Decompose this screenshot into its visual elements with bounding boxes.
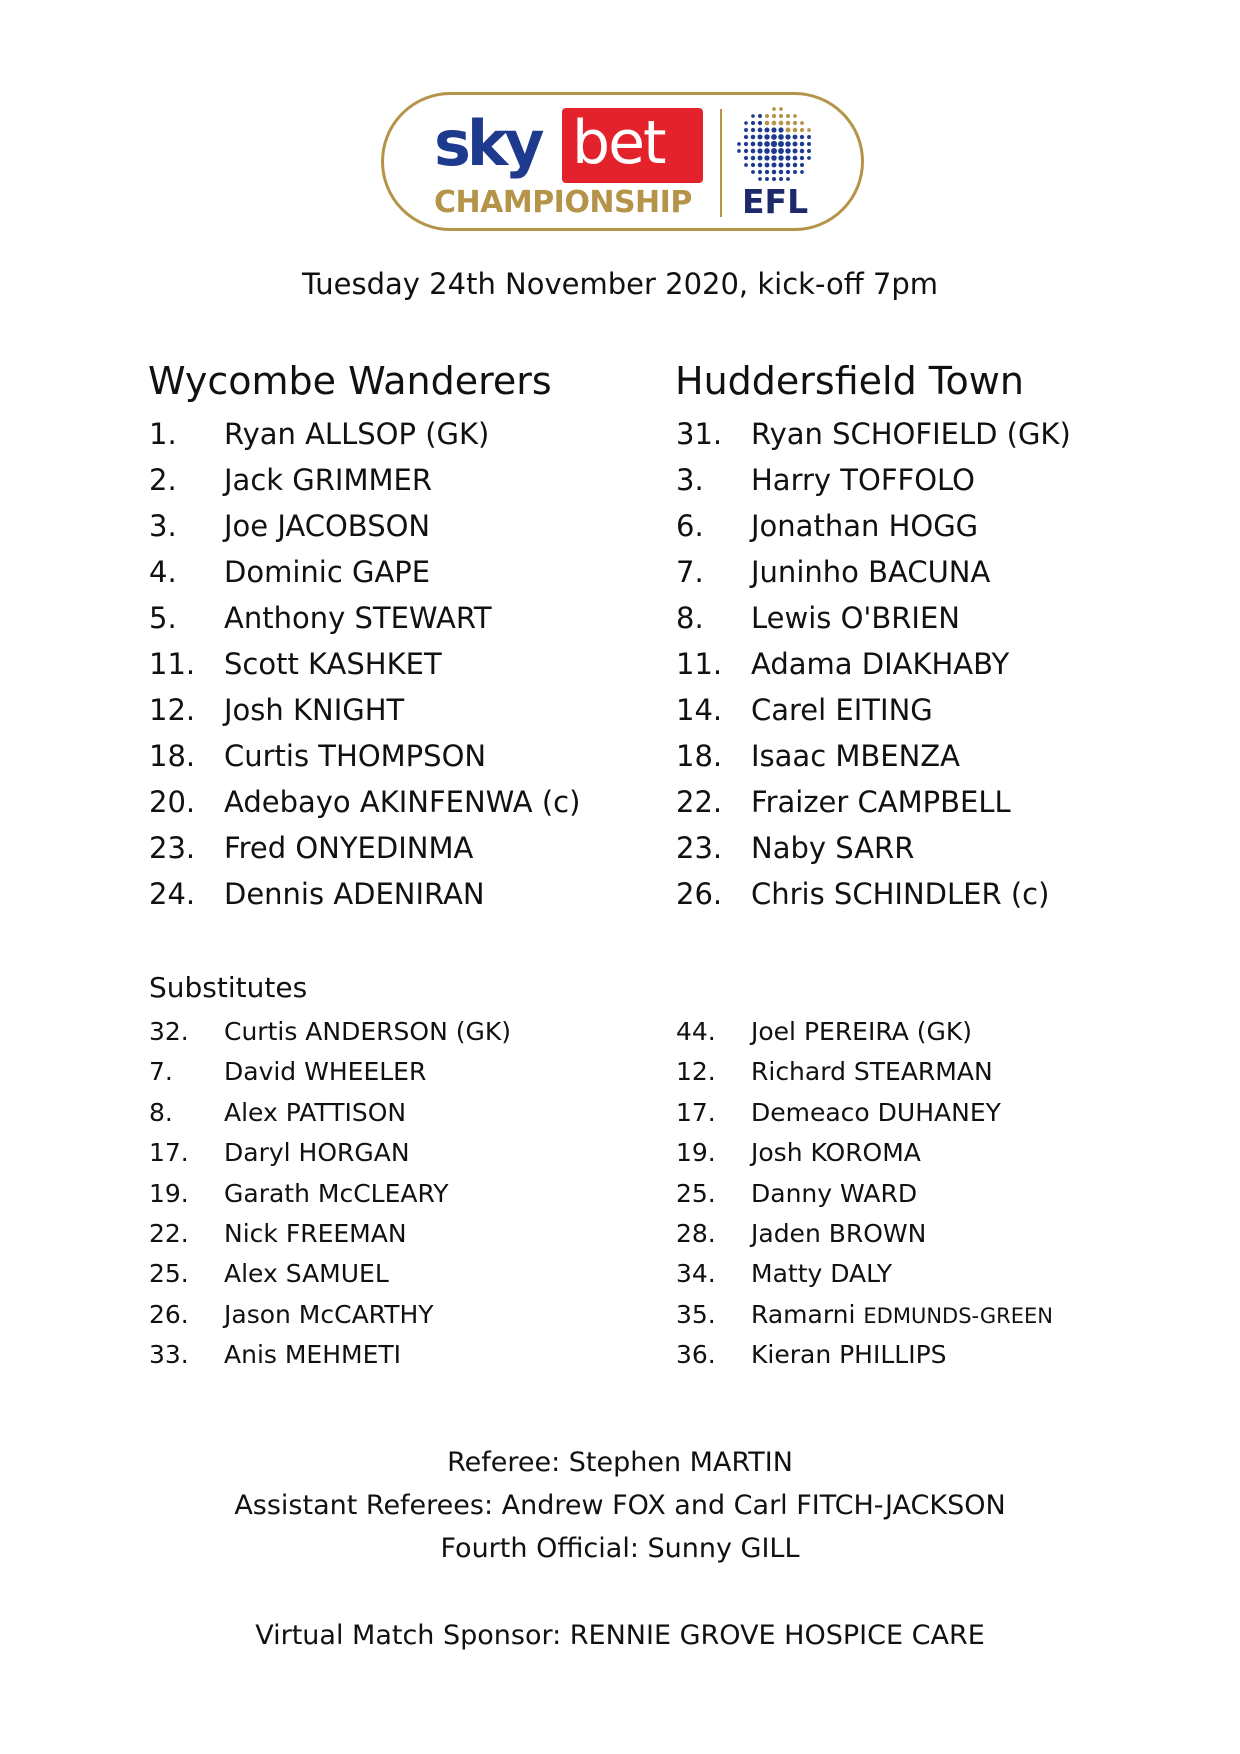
shirt-number: 12. (149, 693, 196, 727)
shirt-number: 4. (149, 555, 177, 589)
shirt-number: 14. (676, 693, 723, 727)
player-row (676, 1335, 1196, 1375)
player-row (149, 1093, 649, 1133)
player-name (224, 871, 485, 917)
player-name-text: Chris SCHINDLER (c) (751, 877, 1050, 911)
shirt-number: 7. (149, 1057, 173, 1087)
player-row (149, 733, 649, 779)
player-name-text: Anthony STEWART (224, 601, 492, 635)
player-name (224, 779, 580, 825)
shirt-number: 8. (149, 1097, 173, 1127)
player-row (149, 1012, 649, 1052)
player-name (224, 1052, 426, 1092)
player-row (676, 1295, 1196, 1335)
player-row (149, 457, 649, 503)
player-row (676, 457, 1196, 503)
player-row (676, 641, 1196, 687)
player-row (149, 411, 649, 457)
player-name (224, 1295, 434, 1335)
player-name-text: Dennis ADENIRAN (224, 877, 485, 911)
player-row (149, 1052, 649, 1092)
shirt-number: 17. (149, 1138, 189, 1168)
player-name-text: Alex SAMUEL (224, 1259, 389, 1289)
player-name (751, 1174, 917, 1214)
player-name-text: Lewis O'BRIEN (751, 601, 961, 635)
player-name-text: Jack GRIMMER (224, 463, 432, 497)
player-name-text: David WHEELER (224, 1057, 427, 1087)
shirt-number: 33. (149, 1340, 189, 1370)
shirt-number: 3. (676, 463, 704, 497)
player-row (676, 503, 1196, 549)
player-name-text: Alex PATTISON (224, 1097, 407, 1127)
player-name-text: Fred ONYEDINMA (224, 831, 474, 865)
shirt-number: 26. (676, 877, 723, 911)
player-name-text: Curtis THOMPSON (224, 739, 487, 773)
player-name-text: Ryan ALLSOP (GK) (224, 417, 490, 451)
player-name-text: Scott KASHKET (224, 647, 442, 681)
player-row (676, 549, 1196, 595)
player-name (751, 1093, 1001, 1133)
shirt-number: 12. (676, 1057, 716, 1087)
shirt-number: 28. (676, 1218, 716, 1248)
shirt-number: 5. (149, 601, 177, 635)
player-name (224, 1174, 449, 1214)
shirt-number: 20. (149, 785, 196, 819)
player-row (676, 1214, 1196, 1254)
match-officials (0, 1441, 1240, 1570)
shirt-number: 25. (149, 1259, 189, 1289)
player-row (149, 641, 649, 687)
referee-line: Referee: Stephen MARTIN (447, 1447, 793, 1478)
player-row (676, 1133, 1196, 1173)
player-name-text: Joel PEREIRA (GK) (751, 1017, 973, 1046)
player-name (751, 1012, 972, 1052)
home-starting-lineup (149, 411, 649, 917)
player-row (676, 687, 1196, 733)
player-name (751, 1254, 892, 1294)
player-name-text: Fraizer CAMPBELL (751, 785, 1011, 819)
shirt-number: 22. (676, 785, 723, 819)
player-name (751, 1335, 947, 1375)
player-name (751, 1214, 926, 1254)
player-name-text: Jason McCARTHY (224, 1299, 434, 1329)
player-name (751, 779, 1011, 825)
logo-divider (720, 109, 722, 217)
player-name-text: Isaac MBENZA (751, 739, 961, 773)
logo-bet-wordmark: bet (572, 108, 665, 178)
player-row (149, 595, 649, 641)
player-name (751, 641, 1009, 687)
shirt-number: 19. (149, 1178, 189, 1208)
shirt-number: 18. (676, 739, 723, 773)
shirt-number: 18. (149, 739, 196, 773)
player-name (224, 1335, 401, 1375)
player-name (224, 825, 473, 871)
match-dateline: Tuesday 24th November 2020, kick-off 7pm (301, 267, 939, 301)
player-row (149, 1254, 649, 1294)
efl-ball-icon (735, 105, 817, 187)
player-name (224, 687, 404, 733)
player-name-text: Ramarni (751, 1299, 864, 1329)
shirt-number: 19. (676, 1138, 716, 1168)
player-name-text: Dominic GAPE (224, 555, 431, 589)
player-name-text: Danny WARD (751, 1178, 918, 1208)
player-name (751, 825, 914, 871)
player-row (149, 1133, 649, 1173)
player-name-text: Garath McCLEARY (224, 1178, 449, 1208)
player-name (751, 549, 990, 595)
shirt-number: 17. (676, 1097, 716, 1127)
match-sponsor-line: Virtual Match Sponsor: RENNIE GROVE HOSPICE CARE (255, 1620, 985, 1651)
home-team-name: Wycombe Wanderers (148, 359, 552, 403)
player-row (149, 1295, 649, 1335)
player-row (676, 595, 1196, 641)
player-name-text: Joe JACOBSON (224, 509, 431, 543)
shirt-number: 3. (149, 509, 177, 543)
player-name (224, 411, 489, 457)
player-name-text: Carel EITING (751, 693, 933, 727)
player-name (224, 503, 430, 549)
shirt-number: 11. (149, 647, 196, 681)
substitutes-heading: Substitutes (149, 971, 308, 1004)
player-row (676, 1093, 1196, 1133)
player-row (676, 779, 1196, 825)
player-name-text: Harry TOFFOLO (751, 463, 975, 497)
logo-efl-text: EFL (742, 182, 809, 221)
player-name-text: Adama DIAKHABY (751, 647, 1010, 681)
player-name (224, 1214, 407, 1254)
player-row (149, 687, 649, 733)
player-name (751, 733, 960, 779)
player-name (751, 411, 1071, 457)
player-name (224, 641, 442, 687)
player-name-text: Josh KOROMA (751, 1138, 921, 1168)
player-row (676, 411, 1196, 457)
shirt-number: 31. (676, 417, 723, 451)
shirt-number: 35. (676, 1299, 716, 1329)
player-row (149, 1214, 649, 1254)
player-row (676, 1174, 1196, 1214)
player-name-text: Adebayo AKINFENWA (c) (224, 785, 581, 819)
shirt-number: 6. (676, 509, 704, 543)
player-name-text: Jonathan HOGG (751, 509, 979, 543)
player-row (149, 549, 649, 595)
fourth-official-line: Fourth Official: Sunny GILL (440, 1533, 800, 1564)
shirt-number: 7. (676, 555, 704, 589)
player-name (751, 871, 1049, 917)
player-name-text: Curtis ANDERSON (GK) (224, 1017, 511, 1046)
away-substitutes-list (676, 1012, 1196, 1376)
player-name-text: Matty DALY (751, 1259, 893, 1289)
shirt-number: 22. (149, 1218, 189, 1248)
player-name-text: Ryan SCHOFIELD (GK) (751, 417, 1071, 451)
player-name (751, 457, 975, 503)
player-row (676, 733, 1196, 779)
player-name (224, 733, 486, 779)
shirt-number: 1. (149, 417, 177, 451)
away-starting-lineup (676, 411, 1196, 917)
logo-competition-text: CHAMPIONSHIP (434, 185, 692, 220)
sky-bet-championship-logo (381, 92, 864, 231)
player-name (224, 1254, 389, 1294)
player-name-text: Daryl HORGAN (224, 1138, 410, 1168)
shirt-number: 11. (676, 647, 723, 681)
player-row (676, 871, 1196, 917)
shirt-number: 36. (676, 1340, 716, 1370)
player-row (149, 871, 649, 917)
player-row (149, 779, 649, 825)
player-name-text: Josh KNIGHT (224, 693, 405, 727)
assistant-referees-line: Assistant Referees: Andrew FOX and Carl FITCH-JACKSON (234, 1490, 1006, 1521)
shirt-number: 44. (676, 1017, 716, 1046)
player-name (751, 595, 960, 641)
shirt-number: 34. (676, 1259, 716, 1289)
home-substitutes-list (149, 1012, 649, 1376)
player-row (149, 1335, 649, 1375)
logo-sky-wordmark: sky (434, 107, 541, 180)
player-row (676, 1012, 1196, 1052)
player-name-text: Anis MEHMETI (224, 1340, 402, 1370)
player-row (676, 1254, 1196, 1294)
player-row (149, 825, 649, 871)
player-row (676, 1052, 1196, 1092)
shirt-number: 2. (149, 463, 177, 497)
player-row (149, 1174, 649, 1214)
player-name (224, 549, 430, 595)
shirt-number: 8. (676, 601, 704, 635)
shirt-number: 25. (676, 1178, 716, 1208)
shirt-number: 26. (149, 1299, 189, 1329)
player-name (751, 503, 978, 549)
away-team-name: Huddersfield Town (675, 359, 1024, 403)
player-name-text: Jaden BROWN (751, 1218, 927, 1248)
player-name-text: Nick FREEMAN (224, 1218, 407, 1248)
player-name (751, 1052, 993, 1092)
shirt-number: 23. (676, 831, 723, 865)
player-name-text: Juninho BACUNA (751, 555, 991, 589)
shirt-number: 32. (149, 1017, 189, 1046)
shirt-number: 23. (149, 831, 196, 865)
player-name (224, 1133, 410, 1173)
player-name-text: Demeaco DUHANEY (751, 1097, 1001, 1127)
player-name (224, 457, 432, 503)
player-name (224, 595, 492, 641)
player-name (751, 1133, 921, 1173)
player-name-text: Kieran PHILLIPS (751, 1340, 947, 1370)
player-row (149, 503, 649, 549)
player-name (224, 1093, 406, 1133)
player-name-text: Naby SARR (751, 831, 915, 865)
player-name-text: Richard STEARMAN (751, 1057, 993, 1087)
player-row (676, 825, 1196, 871)
player-name (751, 1295, 1053, 1336)
shirt-number: 24. (149, 877, 196, 911)
logo-bet-box (562, 108, 703, 183)
player-name (751, 687, 933, 733)
player-surname-small: EDMUNDS-GREEN (863, 1303, 1053, 1328)
player-name (224, 1012, 511, 1052)
